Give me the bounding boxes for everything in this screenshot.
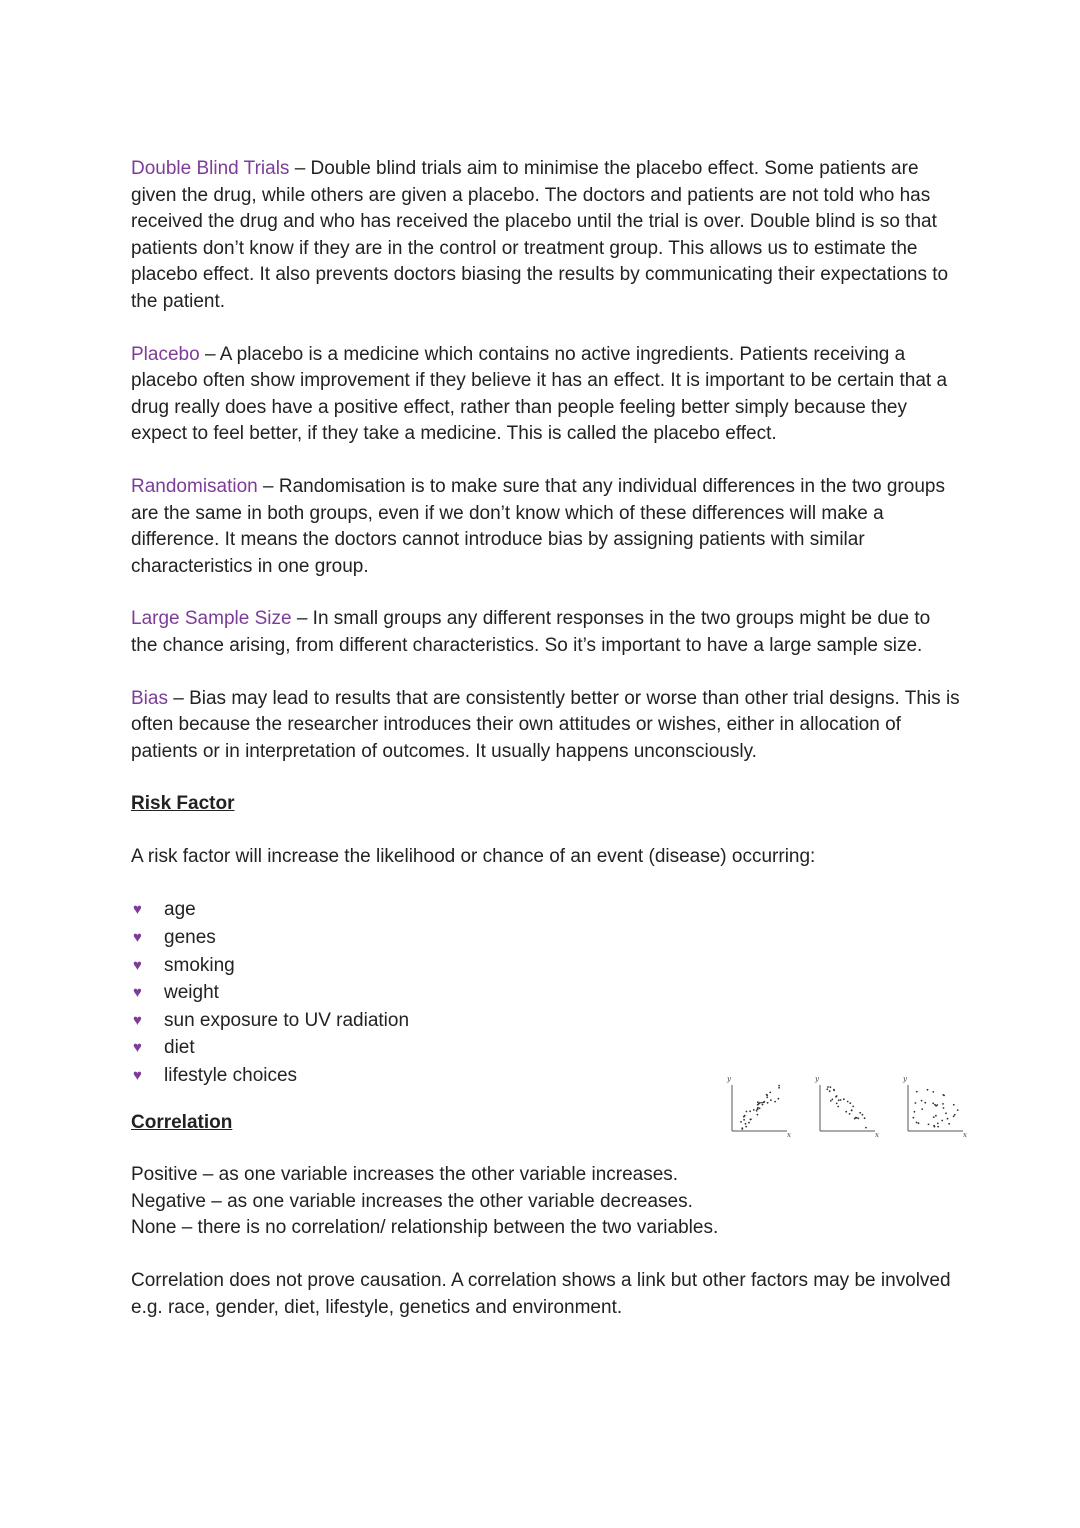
scatter-dot: [945, 1112, 947, 1114]
scatter-dot: [852, 1105, 854, 1107]
scatter-positive-icon: [725, 1073, 791, 1139]
scatter-dot: [836, 1095, 838, 1097]
definition-randomisation: – Randomisation is to make sure that any individual differences in the two groups are the same in both groups, even if we don’t know which of these differences will make a difference. It means the doctors cannot introduce bias by assigning patients with similar characteristics in one group.: [131, 475, 945, 577]
list-item-text: smoking: [164, 954, 235, 976]
term-bias: Bias: [131, 687, 168, 709]
scatter-negative-icon: [813, 1073, 879, 1139]
scatter-dot: [865, 1126, 867, 1128]
scatter-dot: [935, 1114, 937, 1116]
scatter-dot: [757, 1107, 759, 1109]
heading-correlation: Correlation: [131, 1111, 233, 1133]
list-item-text: age: [164, 899, 196, 921]
list-item: [131, 924, 961, 952]
scatter-dot: [757, 1101, 759, 1103]
scatter-dot: [767, 1102, 769, 1104]
scatter-dot: [935, 1105, 937, 1107]
scatter-dot: [757, 1113, 759, 1115]
paragraph-double-blind: [131, 156, 961, 316]
scatter-dot: [937, 1125, 939, 1127]
scatter-dot: [954, 1114, 956, 1116]
list-item: [131, 896, 961, 924]
risk-factor-list: [131, 896, 961, 1089]
list-item: [131, 979, 961, 1007]
scatter-dot: [753, 1109, 755, 1111]
scatter-dot: [837, 1105, 839, 1107]
scatter-dot: [829, 1090, 831, 1092]
scatter-dot: [836, 1102, 838, 1104]
graph-negative: [813, 1073, 879, 1139]
heart-bullet-icon: ♥: [133, 1067, 142, 1085]
heart-bullet-icon: ♥: [133, 984, 142, 1002]
scatter-dot: [924, 1101, 926, 1103]
paragraph-randomisation: [131, 474, 961, 580]
scatter-dot: [932, 1091, 934, 1093]
scatter-dot: [840, 1099, 842, 1101]
heart-bullet-icon: ♥: [133, 929, 142, 947]
term-sample-size: Large Sample Size: [131, 608, 292, 630]
graph-positive: [725, 1073, 791, 1139]
scatter-dot: [942, 1103, 944, 1105]
list-item-text: sun exposure to UV radiation: [164, 1009, 410, 1031]
scatter-dot: [745, 1123, 747, 1125]
scatter-dot: [761, 1101, 763, 1103]
list-item-text: genes: [164, 927, 216, 949]
scatter-dot: [748, 1121, 750, 1123]
scatter-dot: [749, 1110, 751, 1112]
scatter-dot: [831, 1098, 833, 1100]
scatter-dot: [932, 1102, 934, 1104]
scatter-dot: [763, 1100, 765, 1102]
scatter-dot: [740, 1121, 742, 1123]
scatter-dot: [957, 1109, 959, 1111]
scatter-dot: [916, 1090, 918, 1092]
scatter-dot: [774, 1100, 776, 1102]
scatter-dot: [916, 1121, 918, 1123]
scatter-dot: [953, 1104, 955, 1106]
scatter-dot: [741, 1128, 743, 1130]
term-double-blind: Double Blind Trials: [131, 158, 290, 179]
scatter-dot: [943, 1094, 945, 1096]
scatter-dot: [762, 1103, 764, 1105]
correlation-graphs: [725, 1073, 967, 1139]
document-page: [131, 156, 967, 1347]
list-item: [131, 952, 961, 980]
list-item: [131, 1034, 961, 1062]
scatter-dot: [928, 1123, 930, 1125]
heart-bullet-icon: ♥: [133, 1039, 142, 1057]
correlation-positive-line: Positive – as one variable increases the other variable increases.: [131, 1164, 679, 1186]
scatter-dot: [845, 1110, 847, 1112]
scatter-none-icon: [901, 1073, 967, 1139]
definition-bias: – Bias may lead to results that are consistently better or worse than other trial designs. This is often because the researcher introduces their own attitudes or wishes, either in allocation of patients or in interpretation of outcomes. It usually happens unconsciously.: [131, 687, 960, 762]
scatter-dot: [854, 1117, 856, 1119]
scatter-dot: [847, 1100, 849, 1102]
correlation-note: Correlation does not prove causation. A correlation shows a link but other factors may be involved e.g. race, gender, diet, lifestyle, genetics and environment.: [131, 1270, 951, 1318]
heart-bullet-icon: ♥: [133, 956, 142, 974]
scatter-dot: [953, 1115, 955, 1117]
definition-double-blind: – Double blind trials aim to minimise the placebo effect. Some patients are given the drug, while others are given a placebo. The doctors and patients are not told who has received the drug and who has received the placebo until the trial is over. Double blind is so that patients don’t know if they are in the control or treatment group. This allows us to estimate the placebo effect. It also prevents doctors biasing the results by communicating their expectations to the patient.: [131, 158, 949, 312]
correlation-definitions: [131, 1162, 961, 1242]
term-placebo: Placebo: [131, 343, 200, 365]
scatter-dot: [826, 1088, 828, 1090]
scatter-dot: [858, 1117, 860, 1119]
scatter-dot: [778, 1084, 780, 1086]
scatter-dot: [745, 1125, 747, 1127]
graph-x-label: x: [787, 1130, 791, 1139]
scatter-dot: [914, 1111, 916, 1113]
scatter-dot: [948, 1123, 950, 1125]
scatter-dot: [743, 1119, 745, 1121]
scatter-dot: [921, 1099, 923, 1101]
scatter-dot: [766, 1096, 768, 1098]
paragraph-sample-size: [131, 606, 961, 659]
scatter-dot: [933, 1116, 935, 1118]
definition-placebo: – A placebo is a medicine which contains no active ingredients. Patients receiving a placebo often show improvement if they believe it has an effect. It is important to be certain that a drug really does have a positive effect, rather than people feeling better simply because they expect to feel better, if they take a medicine. This is called the placebo effect.: [131, 343, 948, 445]
graph-y-label: y: [815, 1074, 819, 1083]
scatter-dot: [843, 1098, 845, 1100]
scatter-dot: [766, 1094, 768, 1096]
graph-none: [901, 1073, 967, 1139]
scatter-dot: [827, 1086, 829, 1088]
scatter-dot: [770, 1099, 772, 1101]
scatter-dot: [947, 1117, 949, 1119]
scatter-dot: [746, 1110, 748, 1112]
correlation-negative-line: Negative – as one variable increases the other variable decreases.: [131, 1190, 693, 1212]
graph-y-label: y: [727, 1074, 731, 1083]
scatter-dot: [830, 1086, 832, 1088]
graph-y-label: y: [903, 1074, 907, 1083]
scatter-dot: [744, 1114, 746, 1116]
scatter-dot: [838, 1099, 840, 1101]
list-item-text: lifestyle choices: [164, 1065, 298, 1087]
scatter-dot: [927, 1089, 929, 1091]
scatter-dot: [849, 1113, 851, 1115]
scatter-dot: [934, 1125, 936, 1127]
scatter-dot: [937, 1122, 939, 1124]
term-randomisation: Randomisation: [131, 475, 258, 497]
scatter-dot: [830, 1100, 832, 1102]
scatter-dot: [859, 1112, 861, 1114]
scatter-dot: [918, 1122, 920, 1124]
scatter-dot: [941, 1119, 943, 1121]
correlation-none-line: None – there is no correlation/ relationship between the two variables.: [131, 1217, 719, 1239]
graph-x-label: x: [963, 1130, 967, 1139]
scatter-dot: [864, 1117, 866, 1119]
list-item-text: weight: [164, 982, 219, 1004]
scatter-dot: [921, 1108, 923, 1110]
scatter-dot: [758, 1103, 760, 1105]
list-item-text: diet: [164, 1037, 195, 1059]
paragraph-bias: [131, 686, 961, 766]
risk-factor-intro: A risk factor will increase the likelihood or chance of an event (disease) occurring:: [131, 845, 816, 867]
paragraph-placebo: [131, 342, 961, 448]
list-item: [131, 1007, 961, 1035]
heart-bullet-icon: ♥: [133, 1011, 142, 1029]
scatter-dot: [759, 1107, 761, 1109]
scatter-dot: [913, 1116, 915, 1118]
scatter-dot: [833, 1088, 835, 1090]
scatter-dot: [750, 1118, 752, 1120]
definition-sample-size: – In small groups any different responses in the two groups might be due to the chance arising, from different characteristics. So it’s important to have a large sample size.: [131, 608, 931, 656]
scatter-dot: [856, 1117, 858, 1119]
scatter-dot: [915, 1102, 917, 1104]
scatter-dot: [778, 1097, 780, 1099]
scatter-dot: [849, 1102, 851, 1104]
scatter-dot: [943, 1107, 945, 1109]
scatter-dot: [862, 1113, 864, 1115]
scatter-dot: [769, 1091, 771, 1093]
scatter-dot: [851, 1109, 853, 1111]
graph-x-label: x: [875, 1130, 879, 1139]
scatter-dot: [778, 1087, 780, 1089]
heading-risk-factor: Risk Factor: [131, 793, 235, 815]
heart-bullet-icon: ♥: [133, 901, 142, 919]
